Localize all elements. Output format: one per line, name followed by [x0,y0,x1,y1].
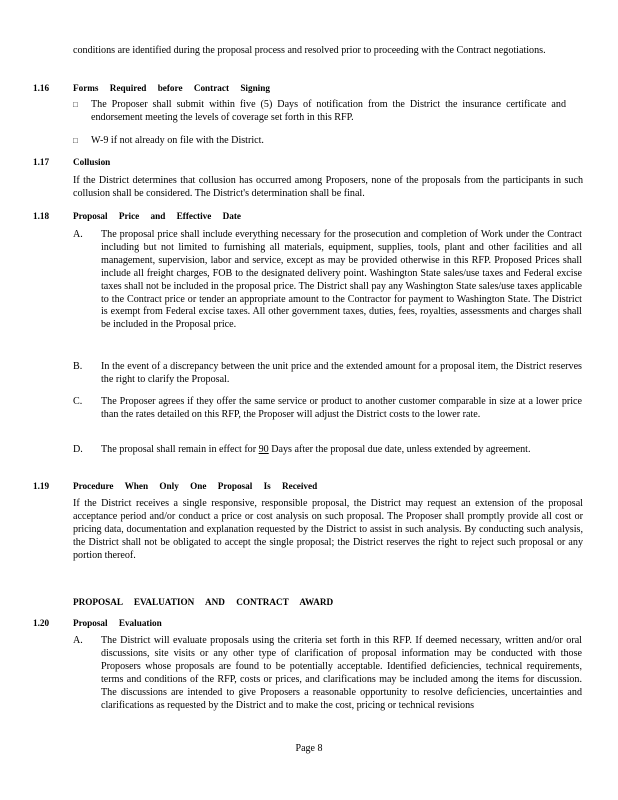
section-title: Forms Required before Contract Signing [73,83,270,93]
list-letter: B. [73,361,83,372]
section-1-17-heading [33,156,110,169]
list-text: The Proposer agrees if they offer the same service or product to another customer comparable in size at a lower price than the rates detailed on this RFP, the Proposer will adjust the District costs to the lower rate. [101,396,582,420]
section-1-16-heading [33,82,270,95]
intro-paragraph: conditions are identified during the proposal process and resolved prior to proceeding with the Contract negotiations. [73,45,546,56]
collusion-paragraph: If the District determines that collusion has occurred among Proposers, none of the proposals from the participants in such collusion shall be considered. The District's determination shall be final. [73,175,583,199]
list-text-end: Days after the proposal due date, unless extended by agreement. [268,444,531,455]
section-1-19-heading [33,480,317,493]
list-text: The District will evaluate proposals using the criteria set forth in this RFP. If deemed necessary, written and/or oral discussions, site visits or any other type of clarification of proposal information may be conducted with those Proposers whose proposals are found to be potentially acceptable. Identified deficiencies, technical requirements, terms and conditions of the RFP, costs or prices, and clarifications may be included among the items for discussion. The discussions are intended to give Proposers a reasonable opportunity to resolve deficiencies, uncertainties and clarifications as requested by the District and to make the cost, pricing or technical revisions [101,635,582,711]
bullet-box-icon: □ [73,136,78,145]
bullet-text: W-9 if not already on file with the District. [91,135,264,146]
section-1-20-heading [33,617,162,630]
section-title: Proposal Evaluation [73,618,162,628]
page-number: Page 8 [295,743,323,754]
section-number: 1.16 [33,83,50,93]
bullet-text: The Proposer shall submit within five (5) Days of notification from the District the insurance certificate and endorsement meeting the levels of coverage set forth in this RFP. [91,99,566,123]
part-heading: PROPOSAL EVALUATION AND CONTRACT AWARD [73,597,334,607]
section-number: 1.20 [33,618,50,628]
list-text: The proposal price shall include everything necessary for the prosecution and completion of Work under the Contract including but not limited to furnishing all materials, equipment, supplies, tools, plant and other facilities and all management, supervision, labor and service, except as may be provided otherwise in this RFP. Proposed Prices shall include all freight charges, FOB to the designated delivery point. Washington State sales/use taxes and Federal excise taxes shall not be included in the proposal price. The District shall pay any Washington State sales/use taxes applicable to the Contract price or tender an appropriate amount to the Contractor for payment to Washington State. The District is exempt from Federal excise taxes. All other government taxes, duties, fees, royalties, assessments and charges shall be included in the Proposal price. [101,229,582,331]
section-number: 1.17 [33,157,50,167]
section-title: Proposal Price and Effective Date [73,211,241,221]
list-text-start: The proposal shall remain in effect for [101,444,259,455]
list-letter: C. [73,396,83,407]
list-letter: D. [73,444,83,455]
list-text [101,444,582,457]
section-1-18-heading [33,210,241,223]
list-text: In the event of a discrepancy between the unit price and the extended amount for a proposal item, the District reserves the right to clarify the Proposal. [101,361,582,385]
days-value: 90 [258,444,269,455]
section-number: 1.19 [33,481,50,491]
list-letter: A. [73,635,83,646]
section-title: Procedure When Only One Proposal Is Received [73,481,318,491]
single-proposal-paragraph: If the District receives a single responsive, responsible proposal, the District may request an extension of the proposal acceptance period and/or conduct a price or cost analysis on such proposal. The Proposer shall promptly provide all cost or pricing data, documentation and explanation requested by the District to assist in such analysis. By conducting such analysis, the District shall not be obligated to accept the single proposal; the District reserves the right to reject such proposal or any portion thereof. [73,498,583,561]
bullet-box-icon: □ [73,100,78,109]
list-letter: A. [73,229,83,240]
section-number: 1.18 [33,211,50,221]
section-title: Collusion [73,157,111,167]
